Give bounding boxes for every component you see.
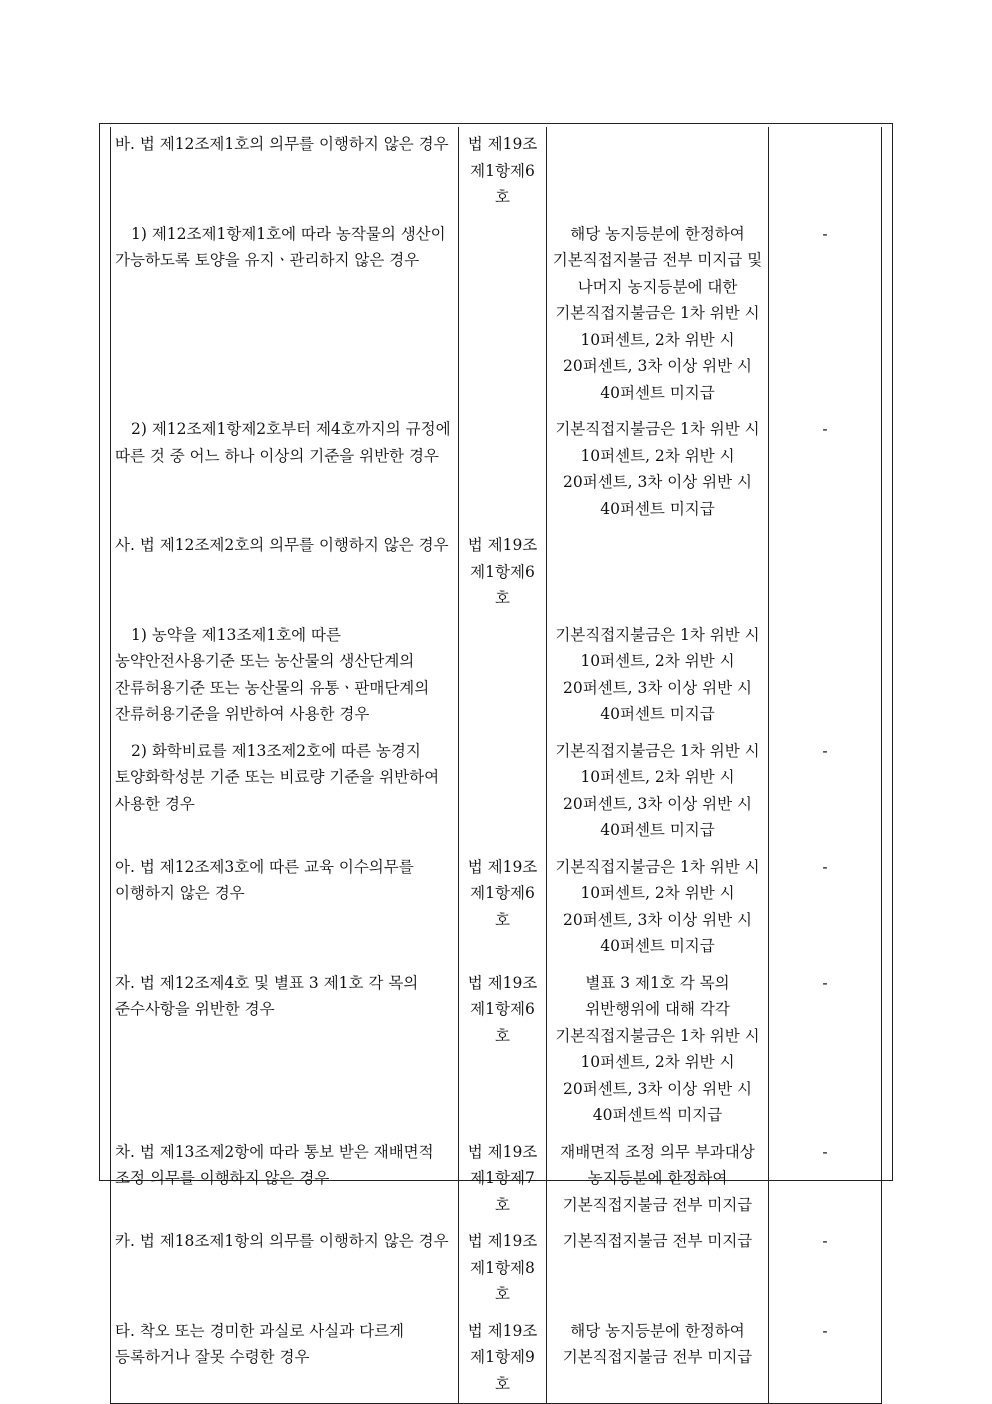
table-row <box>111 850 882 966</box>
table-row <box>111 412 882 528</box>
second-penalty-cell <box>769 127 882 217</box>
legal-basis-cell <box>459 217 547 413</box>
penalty-table <box>110 127 882 1404</box>
violation-cell: 카. 법 제18조제1항의 의무를 이행하지 않은 경우 <box>111 1224 459 1314</box>
first-penalty-cell: 재배면적 조정 의무 부과대상 농지등분에 한정하여 기본직접지불금 전부 미지급 <box>547 1135 769 1225</box>
second-penalty-cell <box>769 618 882 734</box>
first-penalty-cell: 기본직접지불금 전부 미지급 <box>547 1224 769 1314</box>
table-row <box>111 528 882 618</box>
legal-basis-cell: 법 제19조 제1항제6호 <box>459 127 547 217</box>
second-penalty-cell: - <box>769 412 882 528</box>
first-penalty-cell: 해당 농지등분에 한정하여 기본직접지불금 전부 미지급 <box>547 1314 769 1404</box>
second-penalty-cell: - <box>769 217 882 413</box>
first-penalty-cell: 해당 농지등분에 한정하여 기본직접지불금 전부 미지급 및 나머지 농지등분에 대한 기본직접지불금은 1차 위반 시 10퍼센트, 2차 위반 시 20퍼센트, 3차 이상 위반 시 40퍼센트 미지급 <box>547 217 769 413</box>
first-penalty-cell <box>547 528 769 618</box>
first-penalty-cell <box>547 127 769 217</box>
penalty-table-body <box>111 127 882 1404</box>
legal-basis-cell: 법 제19조 제1항제7호 <box>459 1135 547 1225</box>
violation-cell: 바. 법 제12조제1호의 의무를 이행하지 않은 경우 <box>111 127 459 217</box>
table-row <box>111 1314 882 1404</box>
violation-cell: 1) 농약을 제13조제1호에 따른 농약안전사용기준 또는 농산물의 생산단계의 잔류허용기준 또는 농산물의 유통ㆍ판매단계의 잔류허용기준을 위반하여 사용한 경우 <box>111 618 459 734</box>
legal-basis-cell: 법 제19조 제1항제6호 <box>459 850 547 966</box>
legal-basis-cell <box>459 618 547 734</box>
second-penalty-cell <box>769 528 882 618</box>
violation-cell: 차. 법 제13조제2항에 따라 통보 받은 재배면적 조정 의무를 이행하지 않은 경우 <box>111 1135 459 1225</box>
first-penalty-cell: 기본직접지불금은 1차 위반 시 10퍼센트, 2차 위반 시 20퍼센트, 3차 이상 위반 시 40퍼센트 미지급 <box>547 850 769 966</box>
second-penalty-cell: - <box>769 734 882 850</box>
table-row <box>111 618 882 734</box>
table-row <box>111 966 882 1135</box>
first-penalty-cell: 기본직접지불금은 1차 위반 시 10퍼센트, 2차 위반 시 20퍼센트, 3차 이상 위반 시 40퍼센트 미지급 <box>547 412 769 528</box>
violation-cell: 사. 법 제12조제2호의 의무를 이행하지 않은 경우 <box>111 528 459 618</box>
first-penalty-cell: 별표 3 제1호 각 목의 위반행위에 대해 각각 기본직접지불금은 1차 위반 시 10퍼센트, 2차 위반 시 20퍼센트, 3차 이상 위반 시 40퍼센트씩 미지급 <box>547 966 769 1135</box>
violation-cell: 2) 제12조제1항제2호부터 제4호까지의 규정에 따른 것 중 어느 하나 이상의 기준을 위반한 경우 <box>111 412 459 528</box>
second-penalty-cell: - <box>769 966 882 1135</box>
legal-basis-cell: 법 제19조 제1항제6호 <box>459 528 547 618</box>
violation-cell: 아. 법 제12조제3호에 따른 교육 이수의무를 이행하지 않은 경우 <box>111 850 459 966</box>
violation-cell: 2) 화학비료를 제13조제2호에 따른 농경지 토양화학성분 기준 또는 비료량 기준을 위반하여 사용한 경우 <box>111 734 459 850</box>
legal-basis-cell <box>459 412 547 528</box>
table-row <box>111 734 882 850</box>
table-row <box>111 1224 882 1314</box>
legal-basis-cell: 법 제19조 제1항제9호 <box>459 1314 547 1404</box>
violation-cell: 타. 착오 또는 경미한 과실로 사실과 다르게 등록하거나 잘못 수령한 경우 <box>111 1314 459 1404</box>
table-row <box>111 127 882 217</box>
table-row <box>111 1135 882 1225</box>
violation-cell: 1) 제12조제1항제1호에 따라 농작물의 생산이 가능하도록 토양을 유지ㆍ관리하지 않은 경우 <box>111 217 459 413</box>
violation-cell: 자. 법 제12조제4호 및 별표 3 제1호 각 목의 준수사항을 위반한 경우 <box>111 966 459 1135</box>
first-penalty-cell: 기본직접지불금은 1차 위반 시 10퍼센트, 2차 위반 시 20퍼센트, 3차 이상 위반 시 40퍼센트 미지급 <box>547 618 769 734</box>
table-row <box>111 217 882 413</box>
second-penalty-cell: - <box>769 1224 882 1314</box>
legal-basis-cell <box>459 734 547 850</box>
legal-basis-cell: 법 제19조 제1항제6호 <box>459 966 547 1135</box>
legal-basis-cell: 법 제19조 제1항제8호 <box>459 1224 547 1314</box>
second-penalty-cell: - <box>769 1314 882 1404</box>
second-penalty-cell: - <box>769 850 882 966</box>
second-penalty-cell: - <box>769 1135 882 1225</box>
first-penalty-cell: 기본직접지불금은 1차 위반 시 10퍼센트, 2차 위반 시 20퍼센트, 3차 이상 위반 시 40퍼센트 미지급 <box>547 734 769 850</box>
